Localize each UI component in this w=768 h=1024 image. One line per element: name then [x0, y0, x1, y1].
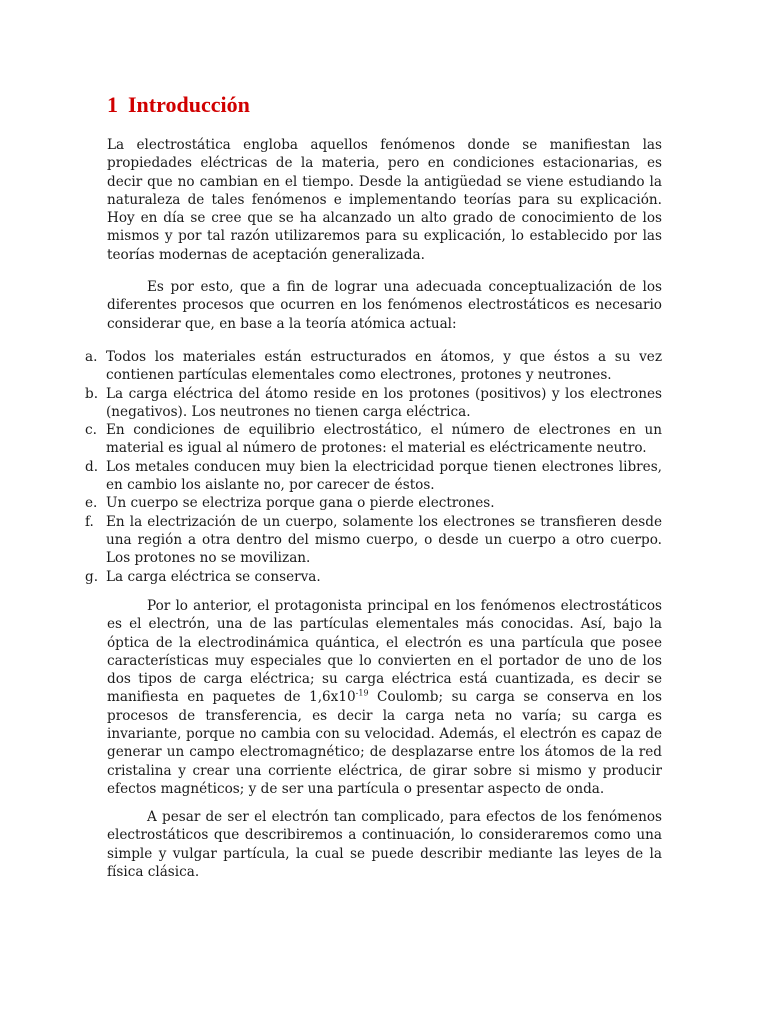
- list-item: c. En condiciones de equilibrio electrostático, el número de electrones en un material es igual al número de protones: el material es eléctricamente neutro.: [85, 422, 662, 457]
- atomic-theory-list: [85, 348, 662, 586]
- intro-paragraph: La electrostática engloba aquellos fenómenos donde se manifiestan las propiedades eléctricas de la materia, pero en condiciones estacionarias, es decir que no cambian en el tiempo. Desde la antigüedad se viene estudiando la naturaleza de tales fenómenos e implementando teorías para su explicación. Hoy en día se cree que se ha alcanzado un alto grado de conocimiento de los mismos y por tal razón utilizaremos para su explicación, lo establecido por las teorías modernas de aceptación generalizada.: [107, 137, 662, 263]
- exponent: -19: [355, 688, 369, 698]
- list-item: f. En la electrización de un cuerpo, solamente los electrones se transfieren desde una región a otra dentro del mismo cuerpo, o desde un cuerpo a otro cuerpo. Los protones no se movilizan.: [85, 513, 662, 567]
- section-title: Introducción: [128, 92, 250, 117]
- list-item: d. Los metales conducen muy bien la electricidad porque tienen electrones libres, en cambio los aislante no, por carecer de éstos.: [85, 458, 662, 494]
- list-item: b. La carga eléctrica del átomo reside en los protones (positivos) y los electrones (negativos). Los neutrones no tienen carga eléctrica.: [85, 385, 662, 420]
- list-item: e. Un cuerpo se electriza porque gana o pierde electrones.: [85, 495, 495, 512]
- section-number: 1: [107, 92, 118, 117]
- closing-paragraph: A pesar de ser el electrón tan complicado, para efectos de los fenómenos electrostáticos que describiremos a continuación, lo consideraremos como una simple y vulgar partícula, la cual se puede describir mediante las leyes de la física clásica.: [107, 809, 662, 880]
- list-item: g. La carga eléctrica se conserva.: [85, 568, 321, 585]
- electron-paragraph: Por lo anterior, el protagonista principal en los fenómenos electrostáticos es el electrón, una de las partículas elementales más conocidas. Así, bajo la óptica de la electrodinámica quántica, el electrón es una partícula que posee características muy especiales que lo convierten en el portador de uno de los dos tipos de carga eléctrica; su carga eléctrica está cuantizada, es decir se manifiesta en paquetes de $1,6x10^{-19}$ Coulomb; su carga se conserva en los procesos de transferencia, es decir la carga neta no varía; su carga es invariante, porque no cambia con su velocidad. Además, el electrón es capaz de generar un campo electromagnético; de desplazarse entre los átomos de la red cristalina y crear una corriente eléctrica, de girar sobre si mismo y producir efectos magnéticos; y de ser una partícula o presentar aspecto de onda.: [107, 598, 662, 797]
- section-heading: [107, 92, 250, 118]
- list-item: a. Todos los materiales están estructurados en átomos, y que éstos a su vez contienen partículas elementales como electrones, protones y neutrones.: [85, 349, 662, 384]
- context-paragraph: Es por esto, que a fin de lograr una adecuada conceptualización de los diferentes procesos que ocurren en los fenómenos electrostáticos es necesario considerar que, en base a la teoría atómica actual:: [107, 279, 662, 332]
